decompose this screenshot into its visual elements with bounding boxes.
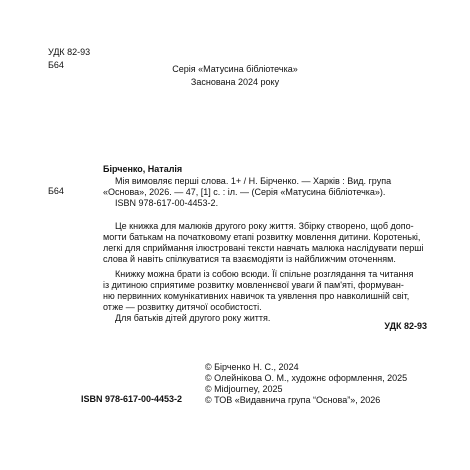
annotation-line-5: Книжку можна брати із собою всюди. Її спільне розглядання та читання bbox=[115, 269, 414, 279]
copyright-block bbox=[205, 362, 407, 406]
isbn-line: ISBN 978-617-00-4453-2. bbox=[115, 198, 219, 208]
isbn-bottom: ISBN 978-617-00-4453-2 bbox=[81, 394, 183, 404]
annotation-line-8: отже — розвитку дитячої особистості. bbox=[103, 302, 262, 312]
annotation bbox=[103, 221, 423, 324]
series-founded: Заснована 2024 року bbox=[190, 77, 280, 87]
copyright-illustrator: © Олейнікова О. М., художнє оформлення, 2025 bbox=[205, 373, 408, 383]
catalog-line-1: Мія вимовляє перші слова. 1+ / Н. Бірченко. — Харків : Вид. група bbox=[115, 176, 392, 186]
annotation-line-3: легкі для сприймання ілюстровані тексти навчать малюка наслідувати перші bbox=[103, 243, 424, 253]
annotation-line-2: могти батькам на початковому етапі розвитку мовлення дитини. Коротенькі, bbox=[103, 232, 421, 242]
copyright-author: © Бірченко Н. С., 2024 bbox=[205, 362, 299, 372]
annotation-line-6: із дитиною сприятиме розвитку мовленнєвої уваги й пам'яті, формуван- bbox=[103, 280, 404, 290]
copyright-midjourney: © Midjourney, 2025 bbox=[205, 384, 283, 394]
series-title: Серія «Матусина бібліотечка» bbox=[172, 64, 298, 74]
annotation-line-1: Це книжка для малюків другого року життя. Збірку створено, щоб допо- bbox=[115, 221, 414, 231]
bbk-code-top: Б64 bbox=[48, 60, 64, 70]
annotation-line-7: ню первинних комунікативних навичок та уявлення про навколишній світ, bbox=[103, 291, 410, 301]
annotation-line-4: слова й навіть спілкуватися та взаємодіяти із найближчим оточенням. bbox=[103, 254, 396, 264]
catalog-author: Бірченко, Наталія bbox=[103, 164, 183, 174]
annotation-line-9: Для батьків дітей другого року життя. bbox=[115, 313, 271, 323]
catalog-code: Б64 bbox=[48, 186, 64, 196]
catalog-entry bbox=[103, 176, 423, 209]
catalog-line-2: «Основа», 2026. — 47, [1] с. : іл. — (Серія «Матусина бібліотечка»). bbox=[103, 187, 386, 197]
copyright-publisher: © ТОВ «Видавнича група “Основа”», 2026 bbox=[205, 395, 381, 405]
udc-code-top: УДК 82-93 bbox=[48, 47, 91, 57]
udc-code-bottom: УДК 82-93 bbox=[384, 321, 427, 331]
